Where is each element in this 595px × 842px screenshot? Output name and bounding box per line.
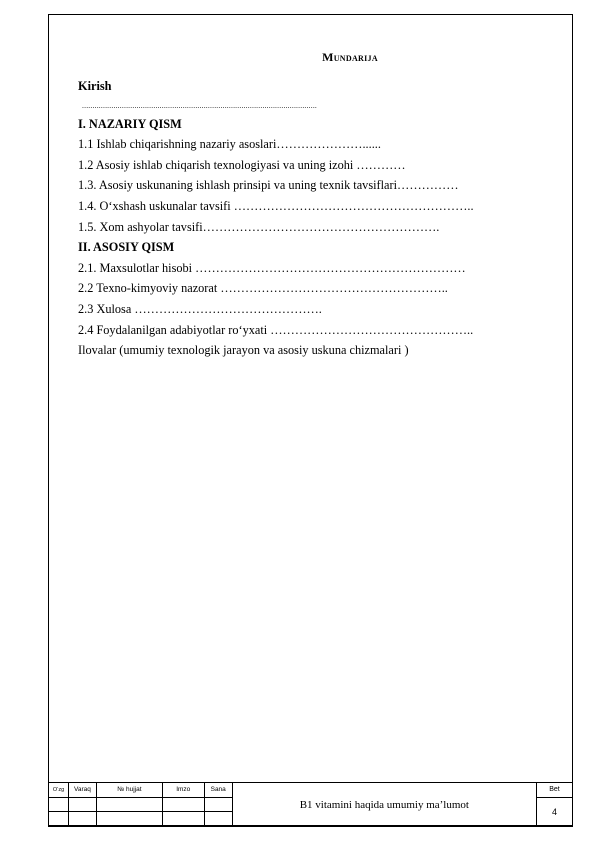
toc-entry: 1.2 Asosiy ishlab chiqarish texnologiyasi va uning izohi ………… — [78, 157, 406, 172]
stamp-cell-hujjat: № hujjat — [96, 783, 162, 798]
stamp-blank — [49, 812, 69, 827]
stamp-blank — [49, 798, 69, 812]
stamp-doc-title: B1 vitamini haqida umumiy ma’lumot — [232, 783, 536, 827]
stamp-blank — [96, 812, 162, 827]
stamp-cell-imzo: Imzo — [162, 783, 204, 798]
toc-entry: 1.4. O‘xshash uskunalar tavsifi ………………………………………………….. — [78, 198, 474, 213]
toc-heading: Kirish — [78, 79, 112, 93]
toc-entry: 1.1 Ishlab chiqarishning nazariy asoslari…………………...... — [78, 137, 381, 152]
toc-heading: I. NAZARIY QISM — [78, 116, 182, 131]
toc-dot-leader: ................................................................................................................ — [82, 100, 318, 110]
stamp-bet-number: 4 — [537, 798, 573, 827]
toc-entry: 1.3. Asosiy uskunaning ishlash prinsipi va uning texnik tavsiflari…………… — [78, 178, 459, 193]
toc-entry: 2.2 Texno-kimyoviy nazorat ……………………………………………….. — [78, 281, 448, 296]
stamp-bet-label: Bet — [537, 783, 573, 798]
stamp-cell-ozg: O‘zg — [49, 783, 69, 798]
stamp-cell-sana: Sana — [204, 783, 232, 798]
toc-entry: 2.4 Foydalanilgan adabiyotlar ro‘yxati ………………………………………….. — [78, 322, 474, 337]
page-title: Mundarija — [322, 50, 378, 64]
toc-entry: 2.3 Xulosa ………………………………………. — [78, 301, 322, 316]
stamp-blank — [68, 798, 96, 812]
stamp-blank — [204, 798, 232, 812]
toc-heading: II. ASOSIY QISM — [78, 240, 175, 255]
stamp-blank — [96, 798, 162, 812]
toc-entry: 2.1. Maxsulotlar hisobi ………………………………………………………… — [78, 260, 466, 275]
stamp-blank — [162, 812, 204, 827]
table-of-contents — [78, 76, 548, 361]
stamp-blank — [204, 812, 232, 827]
stamp-cell-varaq: Varaq — [68, 783, 96, 798]
toc-entry: 1.5. Xom ashyolar tavsifi…………………………………………………. — [78, 219, 440, 234]
title-block — [48, 782, 573, 826]
toc-entry: Ilovalar (umumiy texnologik jarayon va asosiy uskuna chizmalari ) — [78, 343, 409, 358]
stamp-blank — [162, 798, 204, 812]
stamp-blank — [68, 812, 96, 827]
